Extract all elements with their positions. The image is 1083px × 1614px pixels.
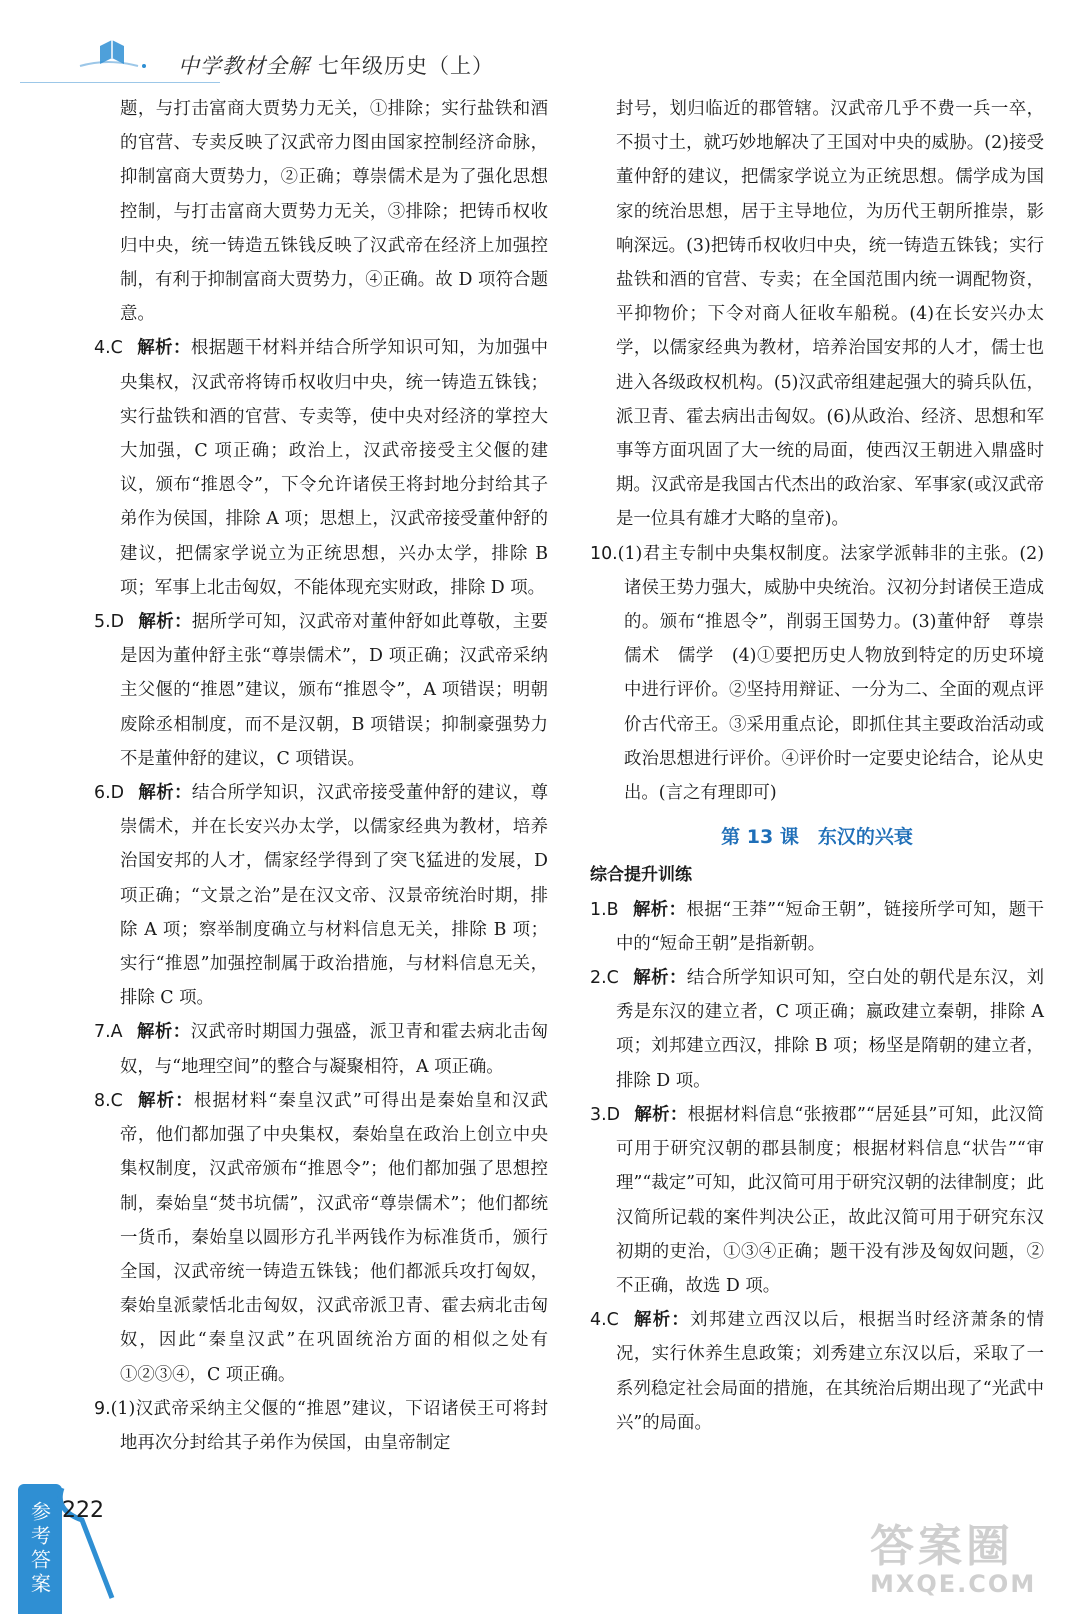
reference-answer-tab: 参考答案	[18, 1484, 62, 1614]
item-answer: D	[110, 612, 124, 633]
answer-item-6	[94, 776, 548, 1015]
watermark-text-top: 答案圈	[870, 1521, 1014, 1572]
item-number: 9.	[94, 1398, 111, 1419]
book-title: 中学教材全解	[178, 54, 310, 78]
item-answer: D	[606, 1104, 620, 1125]
item-label: 解析：	[634, 1104, 688, 1125]
item-number: 10.	[590, 543, 618, 564]
answer-item-5	[94, 605, 548, 776]
answer-item-8	[94, 1084, 548, 1392]
answer-item-9	[94, 1392, 548, 1460]
item-explanation: (1)君主专制中央集权制度。法家学派韩非的主张。(2)诸侯王势力强大，威胁中央统治。汉初分封诸侯王造成的。颁布“推恩令”，削弱王国势力。(3)董仲舒 尊崇儒术 儒学 (4)①要把历史人物放到特定的历史环境中进行评价。②坚持用辩证、一分为二、全面的观点评价古代帝王。③采用重点论，即抓住其主要政治活动或政治思想进行评价。④评价时一定要史论结合，论从史出。(言之有理即可)	[617, 543, 1044, 804]
page-header	[0, 0, 1083, 90]
item-explanation: 根据“王莽”“短命王朝”，链接所学可知，题干中的“短命王朝”是指新朝。	[616, 899, 1044, 954]
item-label: 解析：	[632, 1310, 691, 1331]
item-label: 解析：	[136, 1090, 194, 1111]
item-explanation: 根据题干材料并结合所学知识可知，为加强中央集权，汉武帝将铸币权收归中央，统一铸造五铢钱；实行盐铁和酒的官营、专卖等，使中央对经济的掌控大大加强，C 项正确；政治上，汉武帝接受主父偃的建议，颁布“推恩令”，下令允许诸侯王将封地分封给其子弟作为侯国，排除 A 项；思想上，汉武帝接受董仲舒的建议，把儒家学说立为正统思想，兴办太学，排除 B 项；军事上北击匈奴，不能体现充实财政，排除 D 项。	[120, 338, 548, 598]
answer-item-3	[590, 1098, 1044, 1303]
item-answer: C	[606, 1310, 619, 1331]
watermark-text-bottom: MXQE.COM	[870, 1570, 1037, 1598]
item-number: 5.	[94, 612, 111, 633]
item-number: 1.	[590, 899, 607, 920]
item-explanation: 结合所学知识可知，空白处的朝代是东汉，刘秀是东汉的建立者，C 项正确；嬴政建立秦朝，排除 A 项；刘邦建立西汉，排除 B 项；杨坚是隋朝的建立者，排除 D 项。	[616, 968, 1044, 1091]
item-number: 4.	[590, 1310, 607, 1331]
answer-item-1	[590, 893, 1044, 961]
item-answer: A	[110, 1022, 123, 1043]
answer-item-7	[94, 1015, 548, 1083]
site-watermark	[870, 1510, 1080, 1600]
section-title: 综合提升训练	[590, 865, 692, 886]
item-label: 解析：	[632, 968, 687, 989]
item-answer: B	[606, 899, 619, 920]
item-label: 解析：	[138, 783, 192, 804]
answer-item-4	[94, 331, 548, 605]
book-subtitle: 七年级历史（上）	[318, 54, 494, 78]
item-label: 解析：	[138, 612, 192, 633]
answer-item-2	[590, 961, 1044, 1098]
item-answer: C	[110, 338, 123, 359]
item-explanation: 据所学可知，汉武帝对董仲舒如此尊敬，主要是因为董仲舒主张“尊崇儒术”，D 项正确；汉武帝采纳主父偃的“推恩”建议，颁布“推恩令”，A 项错误；明朝废除丞相制度，而不是汉朝，B 项错误；抑制豪强势力不是董仲舒的建议，C 项错误。	[120, 612, 548, 769]
item-number: 6.	[94, 783, 111, 804]
item-number: 3.	[590, 1104, 607, 1125]
answer-item-10	[590, 537, 1044, 811]
header-divider	[20, 82, 220, 83]
item-explanation: 汉武帝时期国力强盛，派卫青和霍去病北击匈奴，与“地理空间”的整合与凝聚相符，A 项正确。	[120, 1022, 548, 1077]
item-number: 4.	[94, 338, 111, 359]
item-number: 2.	[590, 968, 607, 989]
item-label: 解析：	[136, 1022, 191, 1043]
item-explanation: 根据材料信息“张掖郡”“居延县”可知，此汉简可用于研究汉朝的郡县制度；根据材料信息“状告”“审理”“裁定”可知，此汉简可用于研究汉朝的法律制度；此汉简所记载的案件判决公正，故此汉简可用于研究东汉初期的吏治，①③④正确；题干没有涉及匈奴问题，②不正确，故选 D 项。	[616, 1104, 1044, 1296]
item-explanation: (1)汉武帝采纳主父偃的“推恩”建议，下诏诸侯王可将封地再次分封给其子弟作为侯国，由皇帝制定	[110, 1398, 548, 1453]
item-explanation: 结合所学知识，汉武帝接受董仲舒的建议，尊崇儒术，并在长安兴办太学，以儒家经典为教材，培养治国安邦的人才，儒家经学得到了突飞猛进的发展，D 项正确；“文景之治”是在汉文帝、汉景帝统治时期，排除 A 项；察举制度确立与材料信息无关，排除 B 项；实行“推恩”加强控制属于政治措施，与材料信息无关，排除 C 项。	[120, 783, 548, 1009]
item-number: 7.	[94, 1022, 111, 1043]
item-answer: C	[110, 1090, 123, 1111]
item-explanation: 刘邦建立西汉以后，根据当时经济萧条的情况，实行休养生息政策；刘秀建立东汉以后，采取了一系列稳定社会局面的措施，在其统治后期出现了“光武中兴”的局面。	[616, 1310, 1044, 1433]
item-answer: C	[606, 968, 619, 989]
item-answer: D	[110, 783, 124, 804]
item-label: 解析：	[136, 338, 191, 359]
lesson-title: 第 13 课 东汉的兴衰	[721, 826, 913, 849]
item-explanation: 根据材料“秦皇汉武”可得出是秦始皇和汉武帝，他们都加强了中央集权，秦始皇在政治上创立中央集权制度，汉武帝颁布“推恩令”；他们都加强了思想控制，秦始皇“焚书坑儒”，汉武帝“尊崇儒术”；他们都统一货币，秦始皇以圆形方孔半两钱作为标准货币，颁行全国，汉武帝统一铸造五铢钱；他们都派兵攻打匈奴，秦始皇派蒙恬北击匈奴，汉武帝派卫青、霍去病北击匈奴，因此“秦皇汉武”在巩固统治方面的相似之处有①②③④，C 项正确。	[120, 1090, 548, 1385]
answer-item-4b	[590, 1303, 1044, 1440]
continuation-text: 题，与打击富商大贾势力无关，①排除；实行盐铁和酒的官营、专卖反映了汉武帝力图由国家控制经济命脉，抑制富商大贾势力，②正确；尊崇儒术是为了强化思想控制，与打击富商大贾势力无关，③排除；把铸币权收归中央，统一铸造五铢钱反映了汉武帝在经济上加强控制，有利于抑制富商大贾势力，④正确。故 D 项符合题意。	[120, 99, 548, 325]
item-number: 8.	[94, 1090, 111, 1111]
right-column	[590, 92, 1044, 1440]
left-column	[94, 92, 548, 1460]
book-logo-icon	[78, 36, 168, 76]
page-number: 222	[62, 1498, 104, 1523]
item-label: 解析：	[632, 899, 687, 920]
q9-continuation: 封号，划归临近的郡管辖。汉武帝几乎不费一兵一卒，不损寸土，就巧妙地解决了王国对中央的威胁。(2)接受董仲舒的建议，把儒家学说立为正统思想。儒学成为国家的统治思想，居于主导地位，为历代王朝所推崇，影响深远。(3)把铸币权收归中央，统一铸造五铢钱；实行盐铁和酒的官营、专卖；在全国范围内统一调配物资，平抑物价；下令对商人征收车船税。(4)在长安兴办太学，以儒家经典为教材，培养治国安邦的人才，儒士也进入各级政权机构。(5)汉武帝组建起强大的骑兵队伍，派卫青、霍去病出击匈奴。(6)从政治、经济、思想和军事等方面巩固了大一统的局面，使西汉王朝进入鼎盛时期。汉武帝是我国古代杰出的政治家、军事家(或汉武帝是一位具有雄才大略的皇帝)。	[616, 99, 1044, 530]
